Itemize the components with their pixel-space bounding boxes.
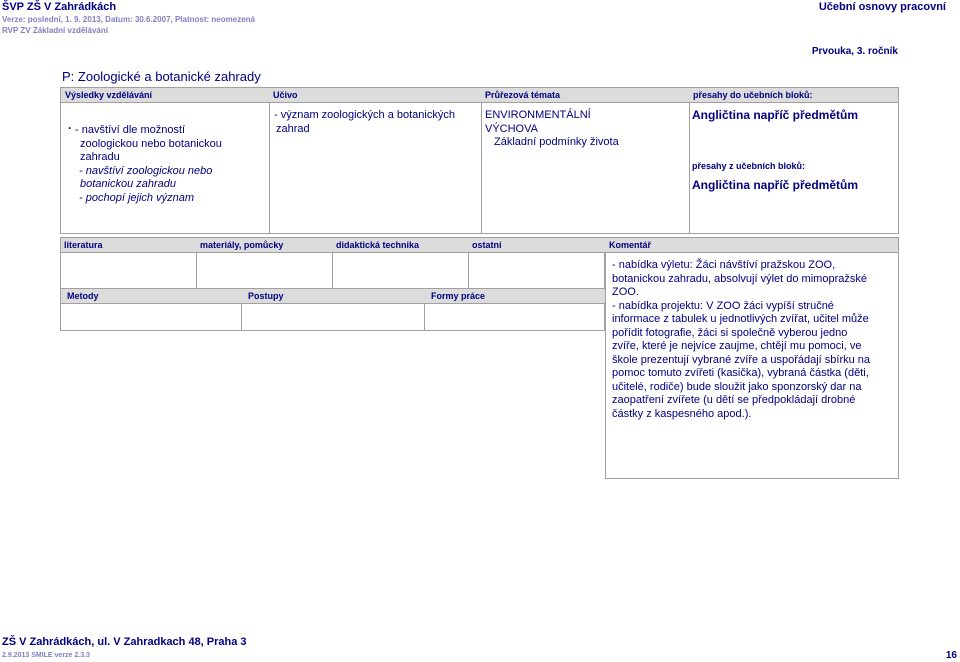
footer-date: 2.9.2013 SMILE verze 2.3.3 <box>2 652 90 659</box>
comment-line: - nabídka výletu: Žáci návštíví pražskou ZOO, <box>612 259 836 271</box>
comment-line: škole prezentují vybrané zvíře a uspořádají sbírku na <box>612 353 871 366</box>
outcomes-table-header <box>60 87 899 103</box>
column-divider <box>689 103 690 233</box>
outcome-line: - navštíví zoologickou nebo <box>76 164 213 177</box>
header-outcomes: Výsledky vzdělávání <box>65 90 153 100</box>
header-materials: materiály, pomůcky <box>200 240 284 250</box>
theme-line: VÝCHOVA <box>485 122 538 135</box>
curriculum-cell <box>274 109 455 136</box>
column-divider <box>269 103 270 233</box>
document-type: Učební osnovy pracovní <box>818 1 946 13</box>
rvp-label: RVP ZV Základní vzdělávání <box>2 26 108 35</box>
theme-line: ENVIRONMENTÁLNÍ <box>485 109 591 121</box>
outcome-line: - pochopí jejich význam <box>76 191 194 204</box>
overlaps-from-label: přesahy z učebních bloků: <box>692 161 806 171</box>
outcome-line: botanickou zahradu <box>80 178 177 190</box>
column-divider <box>241 304 242 330</box>
comment-line: částky z kaspesného apod.). <box>612 407 752 420</box>
curriculum-line: zahrad <box>276 122 310 135</box>
comment-line: ZOO. <box>612 286 639 298</box>
outcomes-cell <box>72 124 222 205</box>
header-literature: literatura <box>64 240 103 250</box>
header-technology: didaktická technika <box>336 240 420 250</box>
header-themes: Průřezová témata <box>485 90 561 100</box>
column-divider <box>196 253 197 288</box>
comment-line: informace z tabulek u jednotlivých zvířat, učitel může <box>612 313 869 325</box>
header-procedures: Postupy <box>248 291 284 301</box>
comment-line: - nabídka projektu: V ZOO žáci vypíší stručné <box>612 299 834 312</box>
overlaps-from-value: Angličtina napříč předmětům <box>692 178 859 192</box>
footer-address: ZŠ V Zahrádkách, ul. V Zahradkach 48, Praha 3 <box>2 636 247 648</box>
page-number: 16 <box>945 650 957 661</box>
comment-line: učitelé, rodiče) bude sloužit jako sponzorský dar na <box>612 380 862 393</box>
subject-year: Prvouka, 3. ročník <box>811 46 898 57</box>
bullet-icon: · <box>68 121 72 135</box>
header-overlaps-to: přesahy do učebních bloků: <box>693 90 813 100</box>
header-curriculum: Učivo <box>273 90 298 100</box>
header-comment: Komentář <box>609 240 652 250</box>
outcome-line: - navštíví dle možností <box>72 124 186 136</box>
column-divider <box>481 103 482 233</box>
comment-text <box>612 259 870 421</box>
column-divider <box>424 304 425 330</box>
column-divider <box>468 253 469 288</box>
comment-line: botanickou zahradu, absolvují výlet do mimopražské <box>612 272 867 285</box>
curriculum-line: - význam zoologických a botanických <box>274 109 455 121</box>
themes-cell <box>485 109 619 150</box>
comment-line: pořídit fotografie, žáci si společně vyberou jedno <box>612 326 848 339</box>
resources-table-header <box>60 237 899 253</box>
comment-line: zaopatření zvířete (u dětí se předpokládají drobné <box>612 394 856 406</box>
outcome-line: zoologickou nebo botanickou <box>80 137 222 150</box>
comment-line: zvíře, které je nejvíce zaujme, chtějí mu pomoci, ve <box>612 340 862 352</box>
page-title: P: Zoologické a botanické zahrady <box>62 69 261 84</box>
header-methods: Metody <box>67 291 99 301</box>
theme-subtitle: Základní podmínky života <box>494 136 619 148</box>
methods-table-header <box>61 288 605 304</box>
outcome-line: zahradu <box>80 151 120 163</box>
header-other: ostatní <box>472 240 502 250</box>
comment-line: pomoc tomuto zvířeti (kasička), vybraná částka (děti, <box>612 367 869 379</box>
header-work-forms: Formy práce <box>431 291 486 301</box>
column-divider <box>332 253 333 288</box>
version-info: Verze: poslední, 1. 9. 2013, Datum: 30.6.2007, Platnost: neomezená <box>2 15 255 24</box>
overlaps-to-value: Angličtina napříč předmětům <box>692 108 859 122</box>
school-name: ŠVP ZŠ V Zahrádkách <box>2 1 117 13</box>
